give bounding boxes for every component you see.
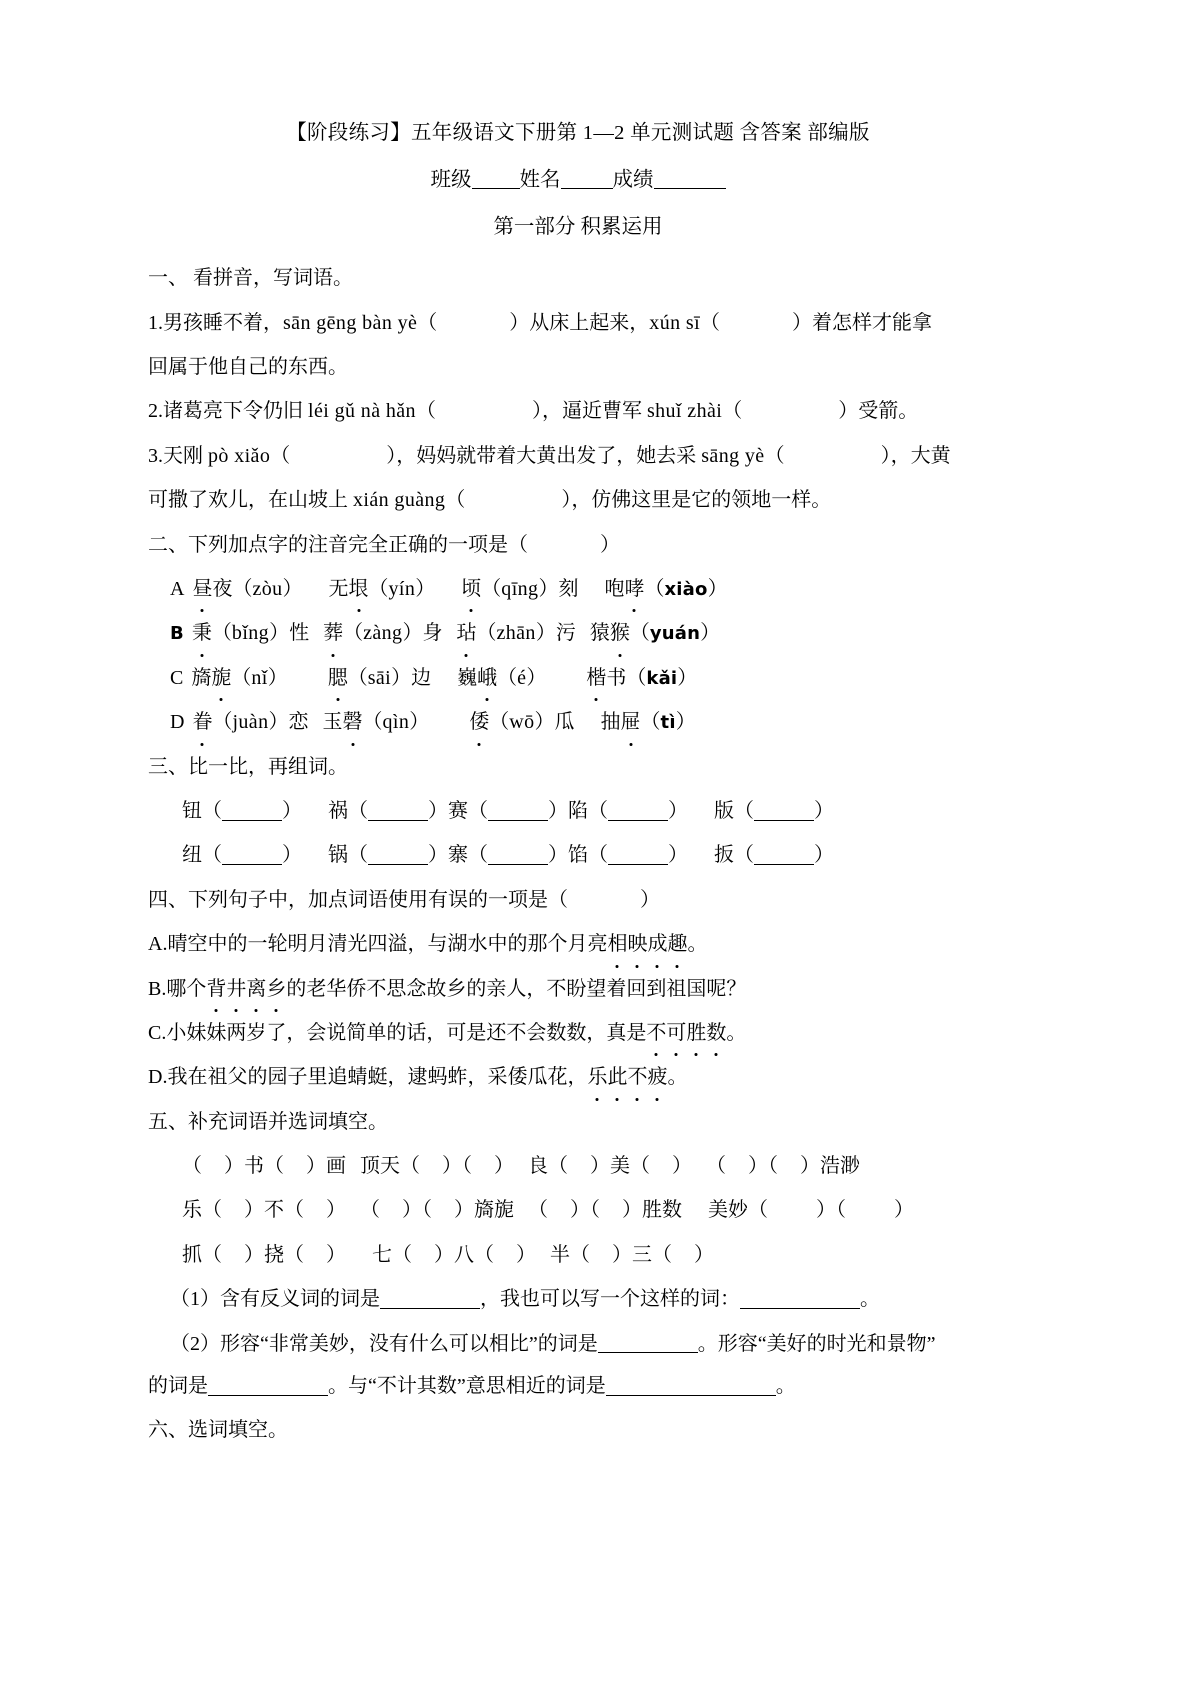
grp-pinyin: yín bbox=[388, 577, 416, 600]
section-3-row-1: 钮（ ） 祸（ ）赛（ ）陷（ ） 版（ ） bbox=[182, 799, 834, 822]
pinyin-1: pò xiǎo bbox=[208, 444, 271, 467]
option-text-post: 。 bbox=[726, 1021, 747, 1044]
section-5-row-2: 乐（ ）不（ ） （ ）（ ）旖旎 （ ）（ ）胜数 美妙（ ）（ ） bbox=[182, 1199, 914, 1222]
answer-blank[interactable] bbox=[445, 489, 571, 511]
dotted-char: 楷 bbox=[586, 662, 606, 694]
grp-pinyin: kǎi bbox=[646, 667, 678, 689]
section-2-heading-tail: ） bbox=[600, 533, 620, 556]
item-text-1: 男孩睡不着， bbox=[163, 311, 283, 334]
sub-2-pre: （2）形容“非常美妙，没有什么可以相比”的词是 bbox=[170, 1332, 598, 1355]
option-text-pre: 我在祖父的园子里追蜻蜓，逮蚂蚱，采倭瓜花， bbox=[167, 1066, 588, 1089]
grp-post: 书 bbox=[606, 666, 627, 689]
section-1-heading: 一、 看拼音，写词语。 bbox=[148, 267, 353, 290]
section-1-item-1 bbox=[148, 307, 1008, 339]
section-6-heading: 六、选词填空。 bbox=[148, 1419, 288, 1442]
grp-pre: 无 bbox=[328, 577, 349, 600]
item-number: 3. bbox=[148, 444, 163, 467]
idiom-char: 八 bbox=[454, 1243, 474, 1266]
word-blank[interactable] bbox=[608, 845, 668, 865]
grp-post: 身 bbox=[422, 622, 443, 645]
dotted-char: 垠 bbox=[349, 573, 369, 605]
dotted-phrase: 乐此不疲 bbox=[587, 1066, 667, 1088]
grp-pinyin: sāi bbox=[367, 666, 392, 689]
grp-pinyin: bǐng bbox=[231, 622, 270, 645]
idiom-char: 三 bbox=[632, 1243, 652, 1266]
idiom-char: 半 bbox=[550, 1243, 570, 1266]
option-letter: D bbox=[170, 711, 185, 734]
answer-blank[interactable] bbox=[416, 400, 542, 422]
section-4-heading bbox=[148, 884, 1008, 916]
word-blank[interactable] bbox=[222, 845, 282, 865]
item-number: 2. bbox=[148, 400, 163, 423]
grp-pre: 抽 bbox=[600, 711, 621, 734]
sub-1-post: 。 bbox=[860, 1288, 880, 1311]
char-cell: 赛 bbox=[448, 799, 468, 822]
pinyin-2: shuǐ zhài bbox=[646, 400, 723, 423]
grp-pinyin: nǐ bbox=[251, 666, 268, 689]
page-title: 【阶段练习】五年级语文下册第 1—2 单元测试题 含答案 部编版 bbox=[286, 122, 870, 144]
pinyin-1: sān gēng bàn yè bbox=[283, 311, 418, 334]
section-1-item-1-cont: 回属于他自己的东西。 bbox=[148, 356, 348, 379]
score-blank[interactable] bbox=[654, 169, 726, 188]
option-letter: D. bbox=[148, 1066, 168, 1089]
char-cell: 馅 bbox=[568, 844, 588, 867]
grp-pre: 玉 bbox=[322, 711, 343, 734]
grp-post: 夜 bbox=[212, 577, 233, 600]
char-cell: 陷 bbox=[568, 799, 588, 822]
dotted-char: 峨 bbox=[477, 662, 497, 694]
word-blank[interactable] bbox=[608, 801, 668, 821]
grp-pre: 旖 bbox=[191, 666, 212, 689]
char-cell: 祸 bbox=[328, 799, 348, 822]
dotted-char: 腮 bbox=[328, 662, 348, 694]
word-blank[interactable] bbox=[368, 845, 428, 865]
item-text-3: 着怎样才能拿 bbox=[812, 311, 933, 334]
grp-post: 污 bbox=[555, 622, 576, 645]
pinyin-2: sāng yè bbox=[701, 444, 765, 467]
option-letter: A. bbox=[148, 933, 168, 956]
item-text-1: 天刚 bbox=[163, 444, 208, 467]
page-content bbox=[148, 118, 1008, 1459]
char-cell: 寨 bbox=[448, 844, 468, 867]
sub-2-blank-2[interactable] bbox=[208, 1376, 328, 1396]
section-4-heading-tail: ） bbox=[640, 888, 660, 911]
option-text-post: 的老华侨不思念故乡的亲人，不盼望着回到祖国呢？ bbox=[286, 977, 747, 1000]
section-2-option-D[interactable]: D 眷（juàn）恋 玉磬（qìn） 倭（wō）瓜 抽屉（tì） bbox=[148, 706, 1008, 738]
grp-post: 边 bbox=[411, 666, 432, 689]
grp-pinyin: qīng bbox=[501, 577, 539, 600]
dotted-char: 屉 bbox=[621, 706, 641, 738]
dotted-phrase: 相映成趣 bbox=[607, 933, 687, 955]
class-blank[interactable] bbox=[472, 169, 520, 188]
idiom-char: 抓 bbox=[182, 1243, 202, 1266]
name-blank[interactable] bbox=[561, 169, 613, 188]
sub-2-blank-3[interactable] bbox=[606, 1376, 776, 1396]
idiom-char: 美 bbox=[610, 1155, 630, 1178]
grp-post: 刻 bbox=[558, 577, 579, 600]
part-one-title: 第一部分 积累运用 bbox=[493, 215, 663, 238]
section-3-heading: 三、比一比，再组词。 bbox=[148, 755, 348, 778]
section-5-sub-2 bbox=[148, 1328, 1008, 1360]
char-cell: 锅 bbox=[328, 844, 348, 867]
grp-pinyin: zàng bbox=[363, 622, 403, 645]
grp-pinyin: juàn bbox=[232, 711, 269, 734]
grp-post: 性 bbox=[289, 622, 310, 645]
cont-text-a: 可撒了欢儿，在山坡上 bbox=[148, 489, 353, 512]
idiom-char: 挠 bbox=[264, 1243, 284, 1266]
grp-pre: 巍 bbox=[457, 666, 478, 689]
idiom-char: 顶天 bbox=[360, 1155, 400, 1178]
grp-post: 瓜 bbox=[554, 711, 575, 734]
item-text-1: 诸葛亮下令仍旧 bbox=[163, 400, 308, 423]
dotted-char: 眷 bbox=[192, 706, 212, 738]
section-5-row-3: 抓（ ）挠（ ） 七（ ）八（ ） 半（ ）三（ ） bbox=[182, 1243, 714, 1266]
grp-pinyin: é bbox=[517, 666, 527, 689]
section-5-row-1: （ ）书（ ）画 顶天（ ）（ ） 良（ ）美（ ） （ ）（ ）浩渺 bbox=[182, 1155, 860, 1178]
dotted-phrase: 背井离乡 bbox=[206, 978, 286, 1000]
section-2-heading bbox=[148, 529, 1008, 561]
grp-pinyin: zòu bbox=[252, 577, 283, 600]
option-letter: C. bbox=[148, 1021, 167, 1044]
dotted-char: 秉 bbox=[192, 617, 212, 649]
option-text-post: 。 bbox=[687, 933, 708, 956]
option-letter: B bbox=[170, 623, 184, 645]
section-2-option-A[interactable]: A 昼夜（zòu） 无垠（yín） 顷（qīng）刻 咆哮（xiào） bbox=[148, 573, 1008, 605]
section-4-option-A[interactable] bbox=[148, 928, 1008, 960]
grp-pinyin: xiào bbox=[664, 578, 708, 600]
idiom-char: 不 bbox=[264, 1199, 284, 1222]
score-label: 成绩 bbox=[612, 168, 654, 191]
answer-blank[interactable] bbox=[765, 445, 891, 467]
grp-post: 恋 bbox=[288, 711, 309, 734]
idiom-char: 美妙 bbox=[708, 1199, 748, 1222]
char-cell: 版 bbox=[714, 799, 734, 822]
grp-pre: 咆 bbox=[604, 577, 625, 600]
sub-2-line2a: 的词是 bbox=[148, 1375, 208, 1398]
answer-blank[interactable] bbox=[700, 312, 812, 334]
answer-blank[interactable] bbox=[270, 445, 396, 467]
word-blank[interactable] bbox=[368, 801, 428, 821]
sub-1-blank-1[interactable] bbox=[380, 1289, 480, 1309]
sub-2-line2c: 。 bbox=[775, 1375, 796, 1398]
dotted-char: 猴 bbox=[610, 617, 630, 649]
idiom-char: 良 bbox=[528, 1155, 548, 1178]
sub-1-mid: ，我也可以写一个这样的词： bbox=[480, 1288, 740, 1311]
answer-blank[interactable] bbox=[417, 312, 529, 334]
grp-pre: 猿 bbox=[589, 622, 610, 645]
grp-pinyin: qìn bbox=[382, 711, 410, 734]
sub-2-blank-1[interactable] bbox=[598, 1333, 698, 1353]
pinyin-2: xún sī bbox=[649, 311, 701, 334]
section-1-item-2 bbox=[148, 395, 1008, 427]
idiom-char: 乐 bbox=[182, 1199, 202, 1222]
idiom-char: 书 bbox=[244, 1155, 264, 1178]
sub-1-blank-2[interactable] bbox=[740, 1289, 860, 1309]
section-4-option-C[interactable] bbox=[148, 1017, 1008, 1049]
section-4-heading-text: 四、下列句子中，加点词语使用有误的一项是（ bbox=[148, 888, 568, 911]
word-blank[interactable] bbox=[754, 801, 814, 821]
section-2-option-B[interactable]: B 秉（bǐng）性 葬（zàng）身 玷（zhān）污 猿猴（yuán） bbox=[148, 617, 1008, 649]
item-text-3: 受箭。 bbox=[858, 400, 919, 423]
section-2-heading-text: 二、下列加点字的注音完全正确的一项是（ bbox=[148, 533, 528, 556]
dotted-char: 顷 bbox=[461, 573, 481, 605]
cont-text-b: ，仿佛这里是它的领地一样。 bbox=[571, 489, 832, 512]
dotted-char: 玷 bbox=[456, 617, 476, 649]
dotted-phrase: 不可胜数 bbox=[646, 1022, 726, 1044]
item-number: 1. bbox=[148, 311, 163, 334]
grp-pinyin: zhān bbox=[496, 622, 536, 645]
dotted-char: 旎 bbox=[211, 662, 231, 694]
student-info-line bbox=[148, 165, 1008, 196]
sub-2-line2b: 。与“不计其数”意思相近的词是 bbox=[328, 1375, 606, 1398]
pinyin-1: léi gǔ nà hǎn bbox=[308, 400, 416, 423]
word-blank[interactable] bbox=[488, 801, 548, 821]
option-text-pre: 小妹妹两岁了，会说简单的话，可是还不会数数，真是 bbox=[166, 1021, 647, 1044]
section-1-item-3-cont bbox=[148, 484, 1008, 516]
char-cell: 扳 bbox=[714, 844, 734, 867]
option-text-pre: 哪个 bbox=[166, 977, 207, 1000]
option-letter: B. bbox=[148, 977, 167, 1000]
item-text-2: ，逼近曹军 bbox=[541, 400, 647, 423]
sub-1-pre: （1）含有反义词的词是 bbox=[170, 1288, 380, 1311]
idiom-char: 旖旎 bbox=[474, 1199, 514, 1222]
sub-2-mid: 。形容“美好的时光和景物” bbox=[697, 1332, 936, 1355]
idiom-char: 浩渺 bbox=[820, 1155, 860, 1178]
option-text-pre: 晴空中的一轮明月清光四溢，与湖水中的那个月亮 bbox=[167, 933, 608, 956]
section-5-sub-1 bbox=[148, 1283, 1008, 1315]
dotted-char: 葬 bbox=[323, 617, 343, 649]
item-text-2: ，妈妈就带着大黄出发了，她去采 bbox=[396, 444, 702, 467]
section-5-sub-2-cont bbox=[148, 1370, 1008, 1402]
option-letter: A bbox=[170, 577, 185, 600]
section-4-option-B[interactable] bbox=[148, 973, 1008, 1005]
class-label: 班级 bbox=[430, 168, 472, 191]
dotted-char: 哮 bbox=[624, 573, 644, 605]
char-cell: 纽 bbox=[182, 844, 202, 867]
dotted-char: 倭 bbox=[469, 706, 489, 738]
word-blank[interactable] bbox=[222, 801, 282, 821]
section-3-row-2: 纽（ ） 锅（ ）寨（ ）馅（ ） 扳（ ） bbox=[182, 844, 834, 867]
dotted-char: 磬 bbox=[343, 706, 363, 738]
grp-pinyin: wō bbox=[509, 711, 535, 734]
item-text-2: 从床上起来， bbox=[529, 311, 650, 334]
section-1-item-3 bbox=[148, 440, 1008, 472]
grp-pinyin: yuán bbox=[649, 623, 701, 645]
section-5-heading: 五、补充词语并选词填空。 bbox=[148, 1110, 388, 1133]
name-label: 姓名 bbox=[519, 168, 561, 191]
item-text-3: ，大黄 bbox=[890, 444, 951, 467]
dotted-char: 昼 bbox=[192, 573, 212, 605]
option-letter: C bbox=[170, 666, 184, 689]
pinyin-3: xián guàng bbox=[353, 489, 446, 512]
idiom-char: 胜数 bbox=[642, 1199, 682, 1222]
section-2-option-C[interactable]: C 旖旎（nǐ） 腮（sāi）边 巍峨（é） 楷书（kǎi） bbox=[148, 662, 1008, 694]
idiom-char: 七 bbox=[372, 1243, 392, 1266]
option-text-post: 。 bbox=[667, 1066, 688, 1089]
word-blank[interactable] bbox=[754, 845, 814, 865]
idiom-char: 画 bbox=[326, 1155, 346, 1178]
char-cell: 钮 bbox=[182, 799, 202, 822]
word-blank[interactable] bbox=[488, 845, 548, 865]
section-4-option-D[interactable] bbox=[148, 1061, 1008, 1093]
grp-pinyin: tì bbox=[660, 712, 676, 734]
answer-blank[interactable] bbox=[722, 400, 858, 422]
